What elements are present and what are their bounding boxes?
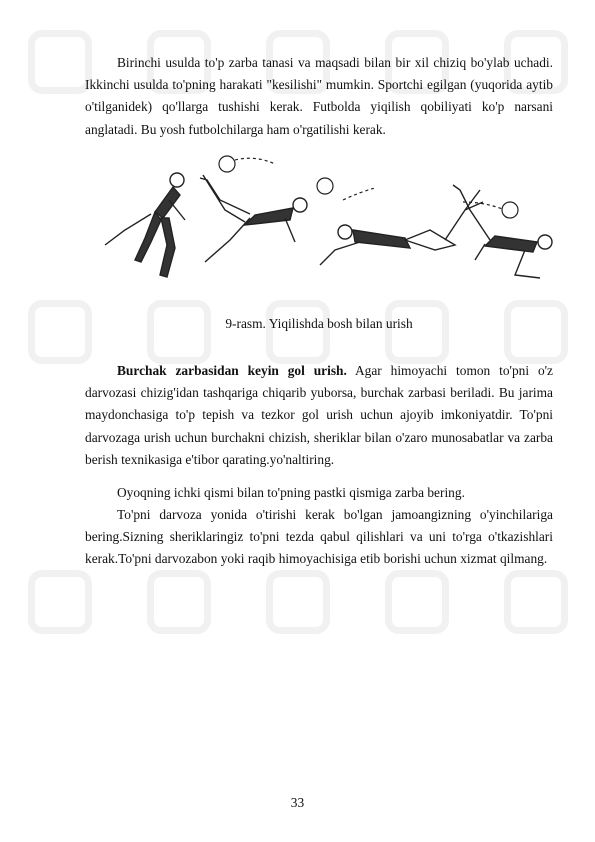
watermark-logo [504, 300, 568, 364]
watermark-logo [147, 570, 211, 634]
watermark-logo [266, 300, 330, 364]
watermark-row-3 [0, 570, 595, 634]
section-paragraph [85, 360, 553, 471]
diving-header-illustration [85, 150, 553, 288]
watermark-logo [504, 570, 568, 634]
watermark-logo [266, 570, 330, 634]
watermark-logo [28, 570, 92, 634]
figure-caption: 9-rasm. Yiqilishda bosh bilan urish [225, 316, 413, 331]
watermark-logo [28, 300, 92, 364]
intro-paragraph: Birinchi usulda to'p zarba tanasi va maqsadi bilan bir xil chiziq bo'ylab uchadi. Ikkinchi usulda to'pning harakati "kesilishi" mumkin. Sportchi egilgan (yuqorida aytib o'tilganidek) qo'llarga tushishi kerak. Futbolda yiqilish qobiliyati ko'p narsani anglatadi. Bu yosh futbolchilarga ham o'rgatilishi kerak. [85, 55, 553, 137]
page-number: 33 [290, 795, 305, 810]
instruction-line: Oyoqning ichki qismi bilan to'pning pastki qismiga zarba bering. [117, 485, 465, 500]
watermark-logo [385, 570, 449, 634]
section-body: Agar himoyachi tomon to'pni o'z darvozasi chizig'idan tashqariga chiqarib yuborsa, burchak zarbasi beriladi. Bu jarima maydonchasiga to'p tepish va tezkor gol urish uchun ajoyib imkoniyatdir. To'pni darvozaga urish uchun burchakni chizish, sheriklar bilan o'zaro munosabatlar va zarba berish texnikasiga e'tibor qarating.yo'naltiring. [85, 363, 553, 467]
closing-paragraph: To'pni darvoza yonida o'tirishi kerak bo'lgan jamoangizning o'yinchilariga bering.Sizning sheriklaringiz to'pni tezda qabul qilishlari va uni to'rga o'tkazishlari kerak.To'pni darvozabon yoki raqib himoyachisiga etib borishi uchun xizmat qilmang. [85, 507, 553, 567]
watermark-logo [28, 30, 92, 94]
watermark-logo [147, 300, 211, 364]
section-heading: Burchak zarbasidan keyin gol urish. [117, 363, 347, 378]
watermark-row-2 [0, 300, 595, 364]
watermark-logo [385, 300, 449, 364]
